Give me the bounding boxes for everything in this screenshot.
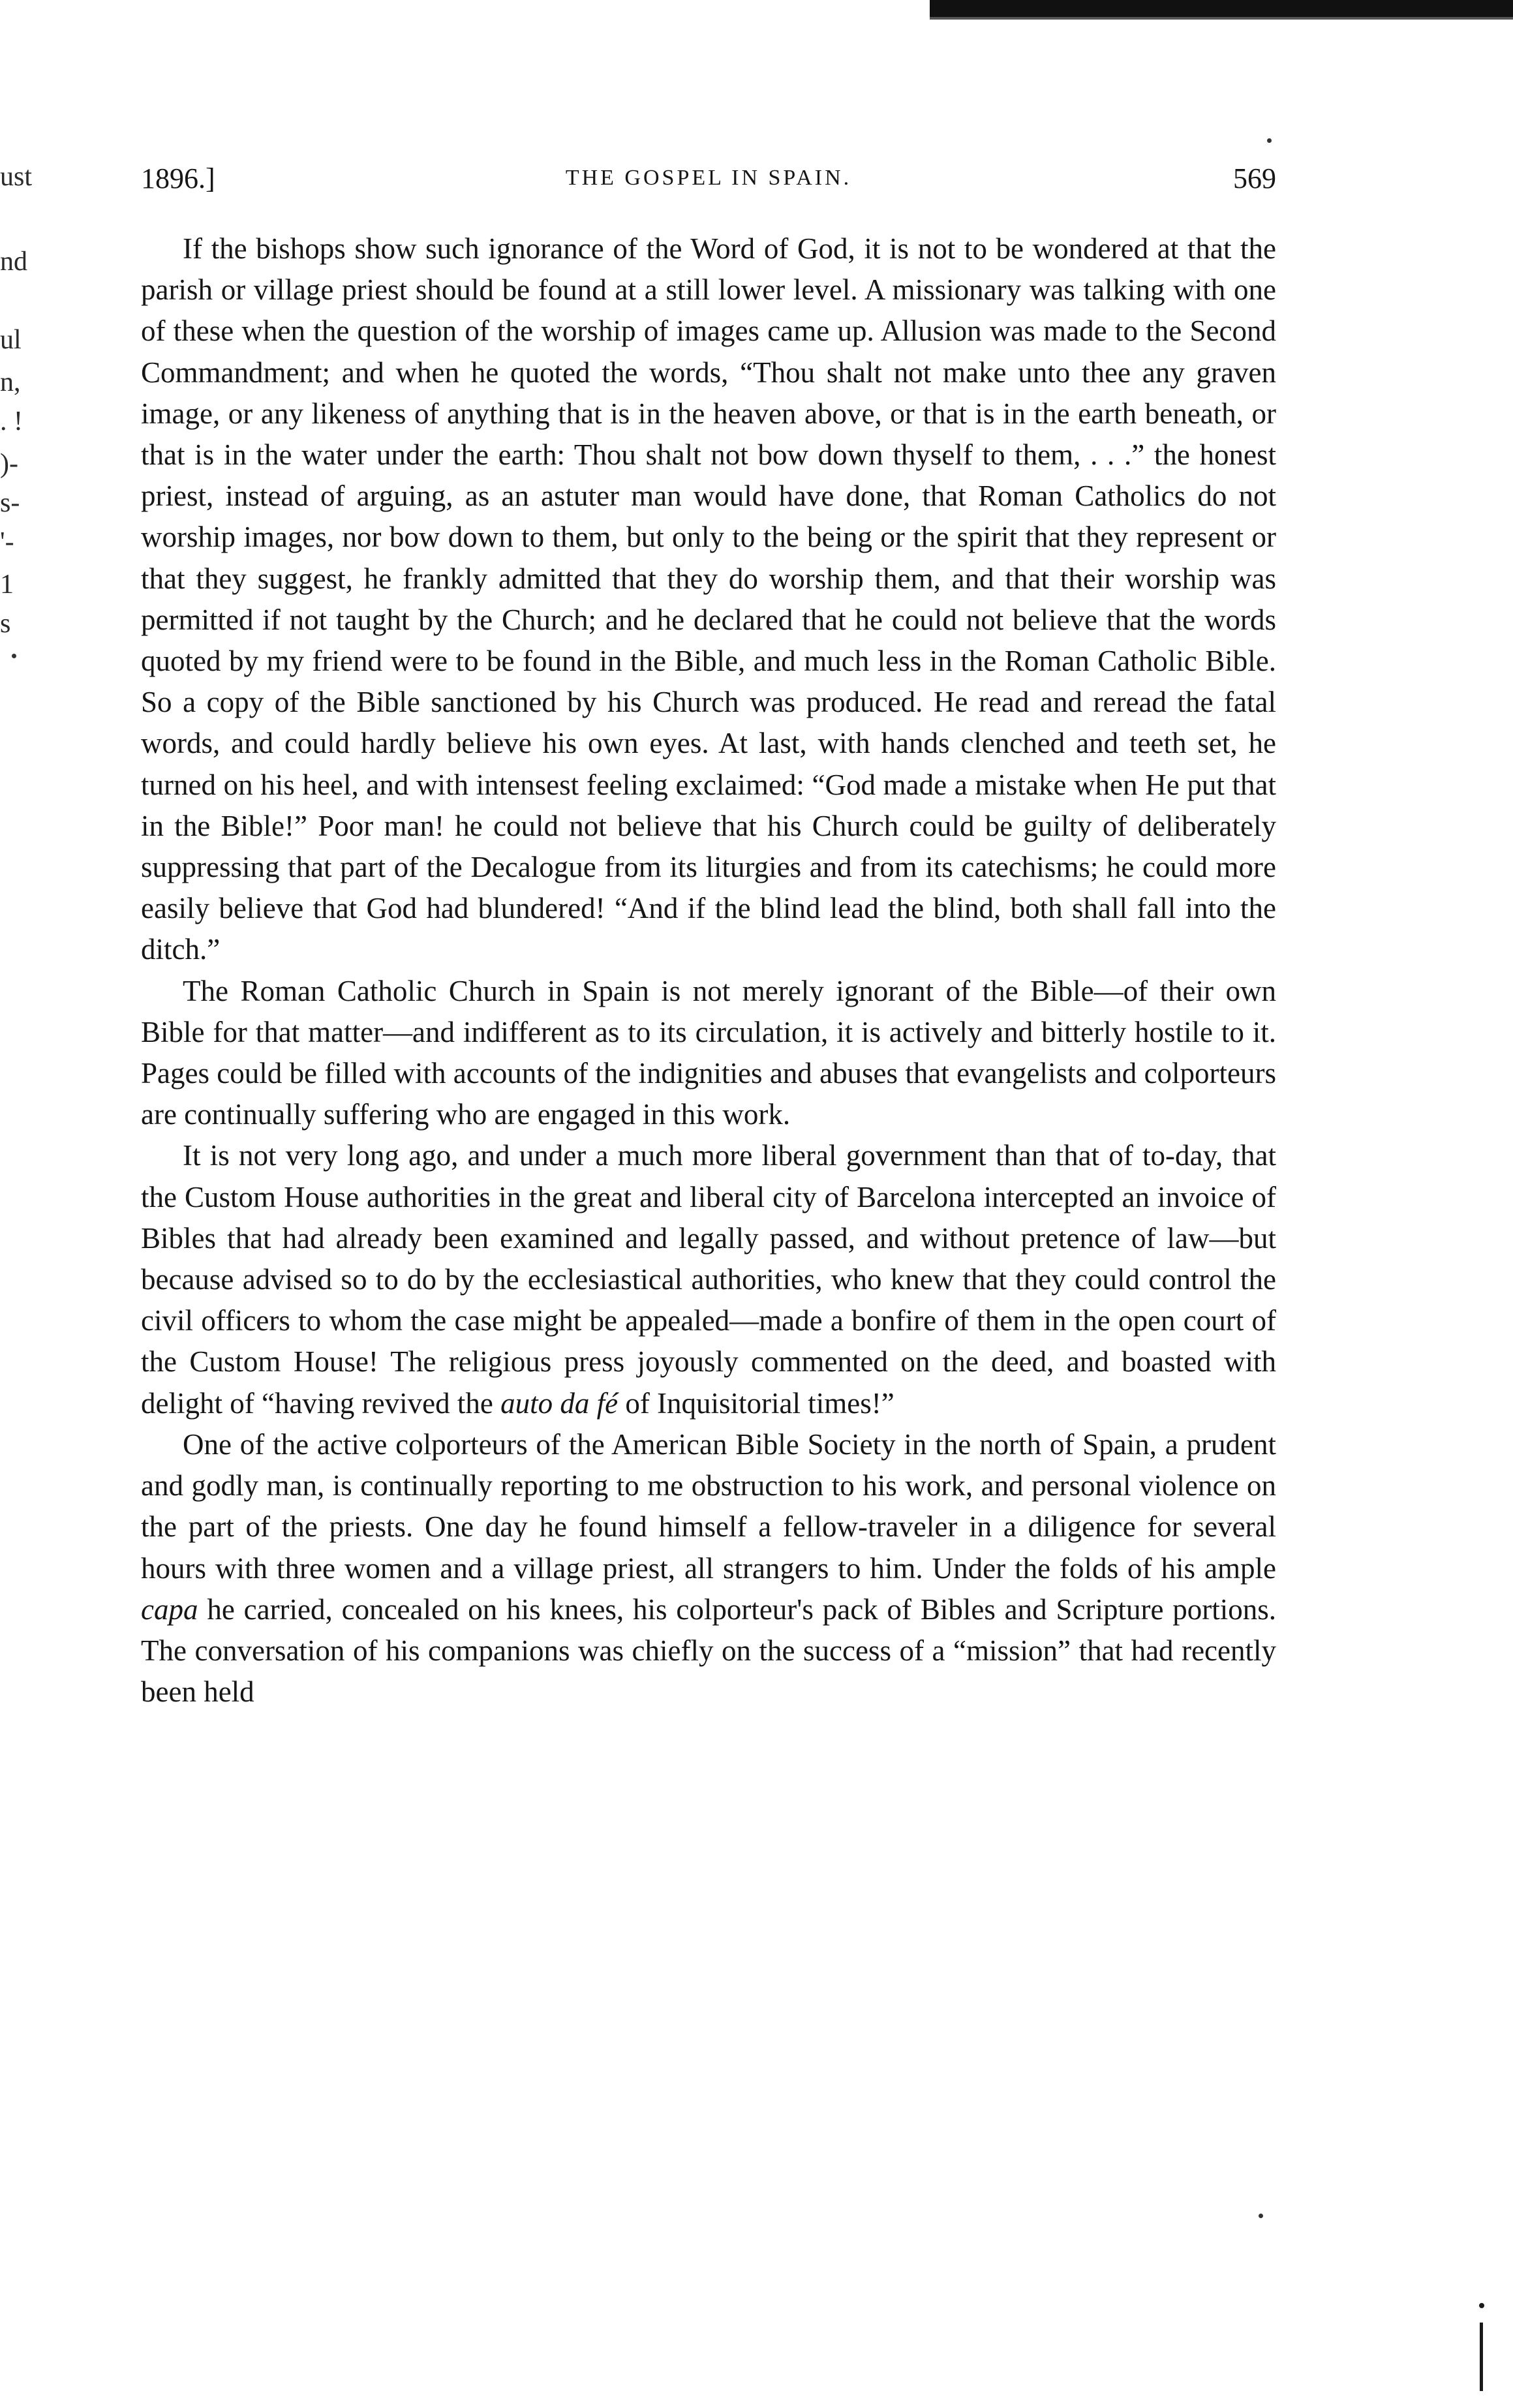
left-margin-bleed-through — [0, 0, 39, 783]
header-year: 1896.] — [141, 162, 215, 194]
margin-fragment: n, — [0, 367, 21, 397]
margin-fragment: '- — [0, 527, 14, 557]
scan-speck — [1267, 138, 1272, 143]
italic-word: capa — [141, 1593, 198, 1626]
margin-fragment: 1 — [0, 570, 14, 600]
paragraph — [141, 228, 1276, 971]
corner-mark-dot — [1479, 2303, 1484, 2308]
running-title: THE GOSPEL IN SPAIN. — [565, 166, 852, 190]
margin-fragment: . ! — [0, 406, 23, 436]
paragraph-text: One of the active colporteurs of the American Bible Society in the north of Spain, a prudent and godly man, is continually reporting to me obstruction to his work, and personal violence on the part of the priests. One day he found himself a fellow-traveler in a diligence for several hours with three women and a village priest, all strangers to him. Under the folds of his ample — [141, 1427, 1276, 1585]
margin-fragment: s- — [0, 488, 20, 518]
scan-speck — [1259, 2214, 1263, 2218]
page-corner-mark — [1476, 2296, 1486, 2394]
article-body — [141, 228, 1276, 2349]
top-edge-rule-shadow — [930, 17, 1513, 20]
paragraph-text: It is not very long ago, and under a much more liberal government than that of to-day, that the Custom House authorities in the great and liberal city of Barcelona intercepted an invoice of Bibles that had already been examined and legally passed, and without pretence of law—but because advised so to do by the ecclesiastical authorities, who knew that they could control the civil officers to whom the case might be appealed—made a bonfire of them in the open court of the Custom House! The religious press joyously commented on the deed, and boasted with delight of “having revived the — [141, 1139, 1276, 1420]
margin-fragment: ust — [0, 162, 33, 192]
paragraph — [141, 1135, 1276, 1424]
italic-phrase: auto da fé — [500, 1386, 619, 1420]
paragraph — [141, 1424, 1276, 1713]
margin-fragment: )- — [0, 449, 18, 479]
page-header — [141, 162, 1276, 201]
margin-fragment: ul — [0, 325, 22, 355]
paragraph-text: he carried, concealed on his knees, his colporteur's pack of Bibles and Scripture portions. The conversation of his companions was chiefly on the success of a “mission” that had recently been held — [141, 1593, 1276, 1709]
paragraph — [141, 971, 1276, 1136]
top-edge-rule — [930, 0, 1513, 17]
paragraph-text: of Inquisitorial times!” — [618, 1386, 894, 1420]
page-number: 569 — [1233, 162, 1276, 194]
scan-speck — [12, 654, 16, 658]
paragraph-text: If the bishops show such ignorance of the Word of God, it is not to be wondered at that the parish or village priest should be found at a still lower level. A missionary was talking with one of these when the question of the worship of images came up. Allusion was made to the Second Commandment; and when he quoted the words, “Thou shalt not make unto thee any graven image, or any likeness of anything that is in the heaven above, or that is in the earth beneath, or that is in the water under the earth: Thou shalt not bow down thyself to them, . . .” the honest priest, instead of arguing, as an astuter man would have done, that Roman Catholics do not worship images, nor bow down to them, but only to the being or the spirit that they represent or that they suggest, he frankly admitted that they do worship them, and that their worship was permitted if not taught by the Church; and he declared that he could not believe that the words quoted by my friend were to be found in the Bible, and much less in the Roman Catholic Bible. So a copy of the Bible sanctioned by his Church was produced. He read and reread the fatal words, and could hardly believe his own eyes. At last, with hands clenched and teeth set, he turned on his heel, and with intensest feeling exclaimed: “God made a mistake when He put that in the Bible!” Poor man! he could not believe that his Church could be guilty of deliberately suppressing that part of the Decalogue from its liturgies and from its catechisms; he could more easily believe that God had blundered! “And if the blind lead the blind, both shall fall into the ditch.” — [141, 232, 1276, 966]
margin-fragment: s — [0, 609, 11, 639]
margin-fragment: nd — [0, 247, 27, 277]
corner-mark-stroke — [1480, 2323, 1483, 2391]
paragraph-text: The Roman Catholic Church in Spain is not merely ignorant of the Bible—of their own Bible for that matter—and indifferent as to its circulation, it is actively and bitterly hostile to it. Pages could be filled with accounts of the indignities and abuses that evangelists and colporteurs are continually suffering who are engaged in this work. — [141, 974, 1276, 1131]
